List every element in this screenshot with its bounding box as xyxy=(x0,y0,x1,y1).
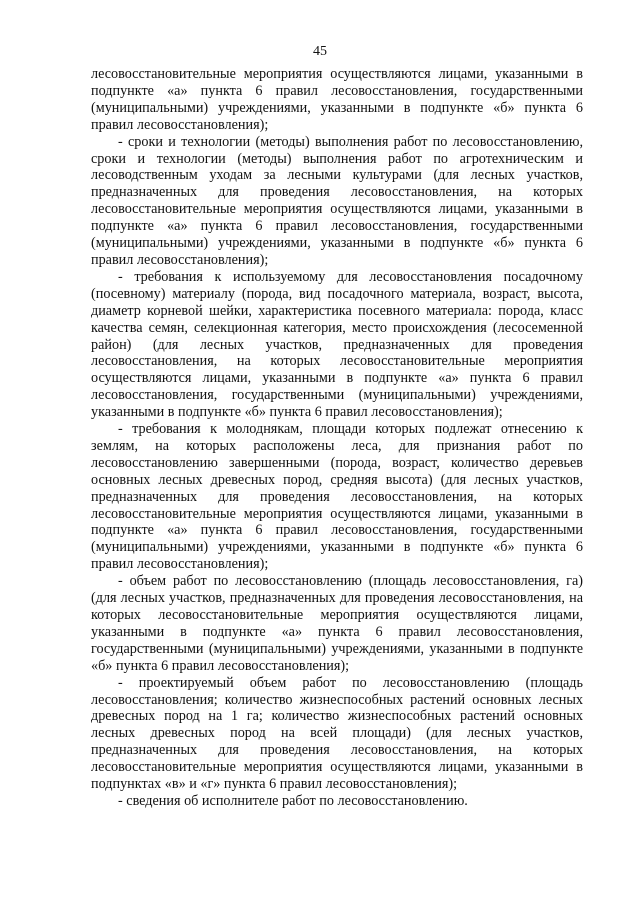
paragraph-work-volume: - объем работ по лесовосстановлению (площадь лесовосстановления, га) (для лесных участков, предназначенных для проведения лесовосстановления, на которых лесовосстановительные мероприятия осуществляются лицами, указанными в подпункте «а» пункта 6 правил лесовосстановления, государственными (муниципальными) учреждениями, указанными в подпункте «б» пункта 6 правил лесовосстановления); xyxy=(91,573,583,674)
paragraph-projected-work-volume: - проектируемый объем работ по лесовосстановлению (площадь лесовосстановления; количество жизнеспособных растений основных лесных древесных пород на 1 га; количество жизнеспособных растений основных лесных древесных пород на всей площади) (для лесных участков, предназначенных для проведения лесовосстановления, на которых лесовосстановительные мероприятия осуществляются лицами, указанными в подпунктах «в» и «г» пункта 6 правил лесовосстановления); xyxy=(91,674,583,793)
paragraph-continuation: лесовосстановительные мероприятия осуществляются лицами, указанными в подпункте «а» пункта 6 правил лесовосстановления, государственными (муниципальными) учреждениями, указанными в подпункте «б» пункта 6 правил лесовосстановления); xyxy=(91,66,583,133)
paragraph-young-growth-requirements: - требования к молоднякам, площади которых подлежат отнесению к землям, на которых расположены леса, для признания работ по лесовосстановлению завершенными (порода, возраст, количество деревьев основных лесных древесных пород, средняя высота) (для лесных участков, предназначенных для проведения лесовосстановления, на которых лесовосстановительные мероприятия осуществляются лицами, указанными в подпункте «а» пункта 6 правил лесовосстановления, государственными (муниципальными) учреждениями, указанными в подпункте «б» пункта 6 правил лесовосстановления); xyxy=(91,421,583,573)
paragraph-contractor-info: - сведения об исполнителе работ по лесовосстановлению. xyxy=(118,792,468,809)
paragraph-deadlines-technologies: - сроки и технологии (методы) выполнения работ по лесовосстановлению, сроки и технологии (методы) выполнения работ по агротехническим и лесоводственным уходам за лесными культурами (для лесных участков, предназначенных для проведения лесовосстановления, на которых лесовосстановительные мероприятия осуществляются лицами, указанными в подпункте «а» пункта 6 правил лесовосстановления, государственными (муниципальными) учреждениями, указанными в подпункте «б» пункта 6 правил лесовосстановления); xyxy=(91,133,583,268)
paragraph-planting-material-requirements: - требования к используемому для лесовосстановления посадочному (посевному) материалу (порода, вид посадочного материала, возраст, высота, диаметр корневой шейки, характеристика посевного материала: порода, класс качества семян, селекционная категория, место происхождения (лесосеменной район) (для лесных участков, предназначенных для проведения лесовосстановления, на которых лесовосстановительные мероприятия осуществляются лицами, указанными в подпункте «а» пункта 6 правил лесовосстановления, государственными (муниципальными) учреждениями, указанными в подпункте «б» пункта 6 правил лесовосстановления); xyxy=(91,268,583,421)
page-number: 45 xyxy=(313,44,327,59)
document-body xyxy=(91,66,583,810)
